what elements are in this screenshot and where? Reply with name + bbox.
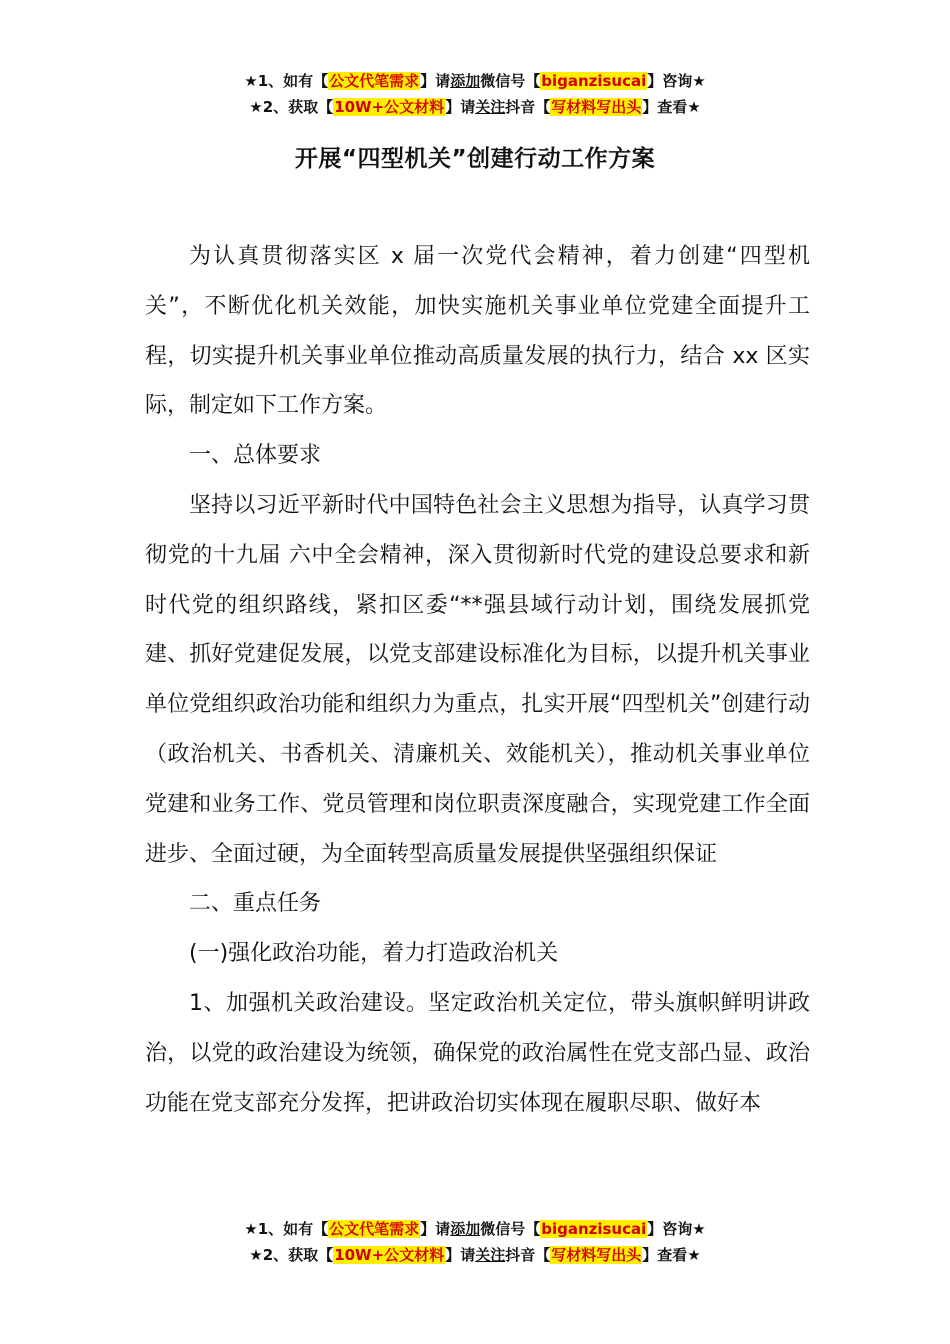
banner-text: 】查看★ xyxy=(642,98,701,116)
banner-text: 】咨询★ xyxy=(647,72,706,90)
highlight-writing-service: 公文代笔需求 xyxy=(329,72,420,90)
banner-underlined-text: 关注 xyxy=(475,1246,506,1264)
banner-text: ★2、获取【 xyxy=(249,1246,334,1264)
banner-text: 】查看★ xyxy=(642,1246,701,1264)
highlight-douyin-account: 写材料写出头 xyxy=(551,98,642,116)
highlight-materials: 10W+公文材料 xyxy=(334,98,445,116)
banner-line-1 xyxy=(0,68,950,94)
highlight-douyin-account: 写材料写出头 xyxy=(551,1246,642,1264)
footer-banner xyxy=(0,1216,950,1268)
highlight-materials: 10W+公文材料 xyxy=(334,1246,445,1264)
document-title: 开展“四型机关”创建行动工作方案 xyxy=(294,146,656,172)
paragraph-task-1: 1、加强机关政治建设。坚定政治机关定位，带头旗帜鲜明讲政治，以党的政治建设为统领，确保党的政治属性在党支部凸显、政治功能在党支部充分发挥，把讲政治切实体现在履职尽职、做好本 xyxy=(145,990,810,1116)
subsection-heading-1: (一)强化政治功能，着力打造政治机关 xyxy=(189,941,559,967)
section-heading-2: 二、重点任务 xyxy=(189,891,322,917)
highlight-wechat-id: biganzisucai xyxy=(541,1220,647,1238)
banner-text: ★1、如有【 xyxy=(244,72,329,90)
paragraph-general-requirements: 坚持以习近平新时代中国特色社会主义思想为指导，认真学习贯彻党的十九届 六中全会精神，深入贯彻新时代党的建设总要求和新时代党的组织路线，紧扣区委“**强县域行动计划，围绕发展抓党建、抓好党建促发展，以党支部建设标准化为目标，以提升机关事业单位党组织政治功能和组织力为重点，扎实开展“四型机关”创建行动（政治机关、书香机关、清廉机关、效能机关），推动机关事业单位党建和业务工作、党员管理和岗位职责深度融合，实现党建工作全面进步、全面过硬，为全面转型高质量发展提供坚强组织保证 xyxy=(145,492,810,867)
paragraph-intro: 为认真贯彻落实区 x 届一次党代会精神，着力创建“四型机关”，不断优化机关效能，加快实施机关事业单位党建全面提升工程，切实提升机关事业单位推动高质量发展的执行力，结合 xx 区实际，制定如下工作方案。 xyxy=(145,244,810,419)
highlight-wechat-id: biganzisucai xyxy=(541,72,647,90)
banner-text: 抖音【 xyxy=(505,98,551,116)
banner-text: 微信号【 xyxy=(480,72,541,90)
banner-underlined-text: 添加 xyxy=(450,1220,481,1238)
banner-text: 】请 xyxy=(445,98,476,116)
banner-underlined-text: 添加 xyxy=(450,72,481,90)
banner-line-2 xyxy=(0,1242,950,1268)
banner-text: 】咨询★ xyxy=(647,1220,706,1238)
highlight-writing-service: 公文代笔需求 xyxy=(329,1220,420,1238)
banner-text: 】请 xyxy=(420,1220,451,1238)
banner-text: ★1、如有【 xyxy=(244,1220,329,1238)
banner-text: 抖音【 xyxy=(505,1246,551,1264)
banner-text: 】请 xyxy=(420,72,451,90)
banner-line-1 xyxy=(0,1216,950,1242)
section-heading-1: 一、总体要求 xyxy=(189,443,322,469)
document-body xyxy=(145,232,810,1128)
header-banner xyxy=(0,68,950,120)
banner-line-2 xyxy=(0,94,950,120)
banner-text: ★2、获取【 xyxy=(249,98,334,116)
banner-underlined-text: 关注 xyxy=(475,98,506,116)
banner-text: 微信号【 xyxy=(480,1220,541,1238)
banner-text: 】请 xyxy=(445,1246,476,1264)
